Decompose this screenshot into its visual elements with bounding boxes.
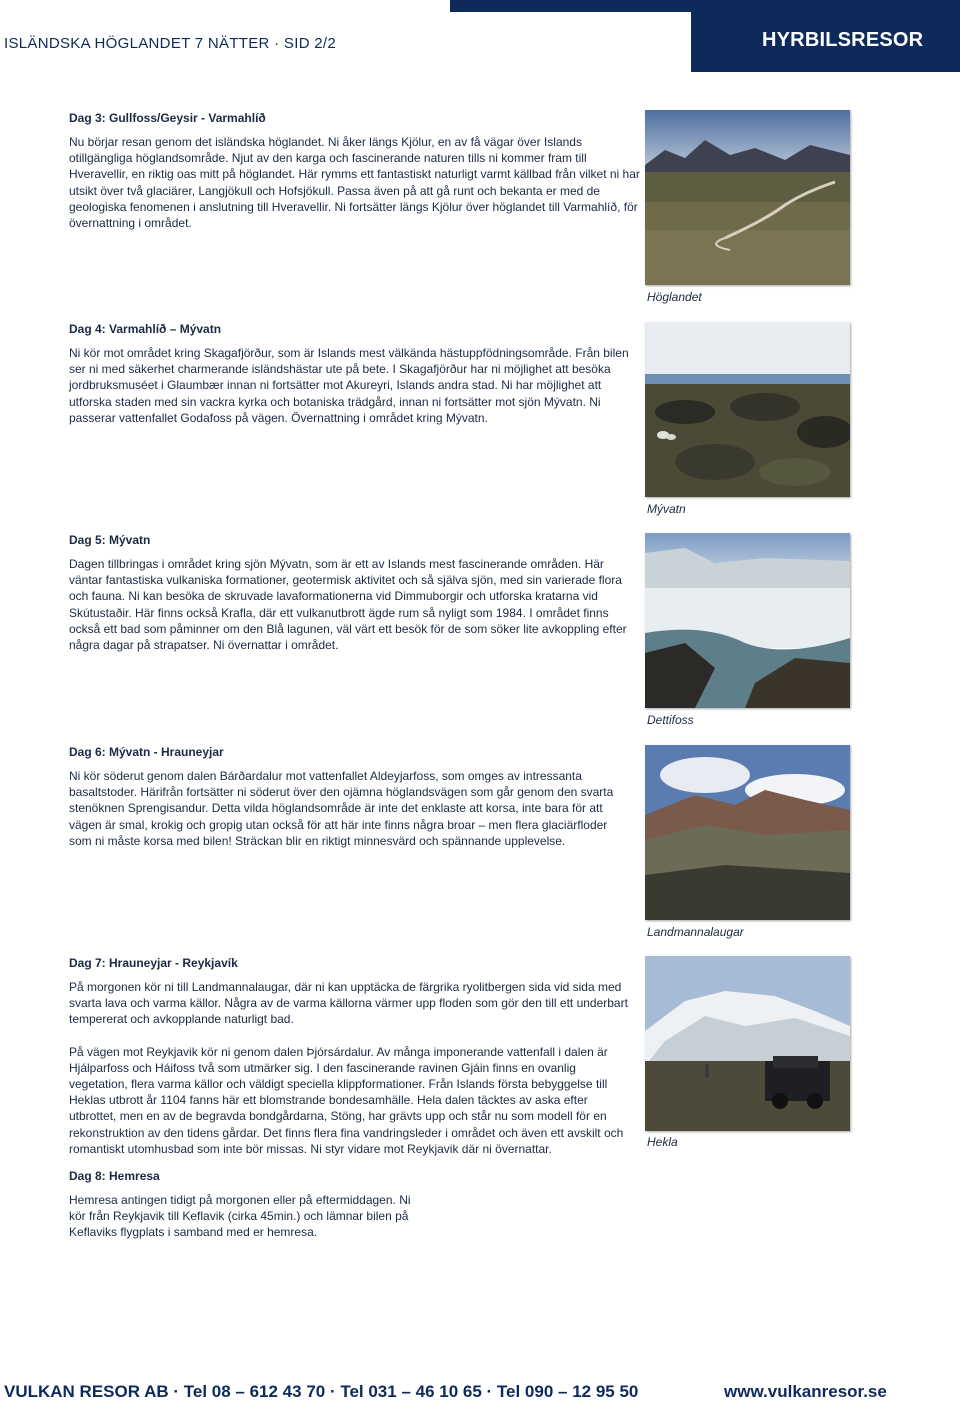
day-heading: Dag 7: Hrauneyjar - Reykjavík <box>69 956 238 970</box>
footer <box>4 1382 956 1402</box>
day-text: Dagen tillbringas i området kring sjön Mývatn, som är ett av Islands mest fascinerande områden. Här väntar fantastiska vulkaniska formationer, geotermisk aktivitet och så själva sjön, med sin varierade flora och fauna. Ni kan besöka de skruvade lavaformationerna vid Dimmuborgir och utforska kratarna vid Skútustaðir. Här finns också Krafla, där ett vulkanutbrott ägde rum så nyligt som 1984. I området finns också ett bad som påminner om den Blå lagunen, väl värt ett besök för de som söker lite avkoppling efter några dagar på strapatser. Ni övernattar i området. <box>69 557 627 653</box>
day-text: Nu börjar resan genom det isländska höglandet. Ni åker längs Kjölur, en av få vägar över Islands otillgängliga höglandsområde. Njut av den karga och fascinerande naturen tills ni kommer fram till Hveravellir, en riktig oas mitt på höglandet. Här rymms ett fantastiskt naturligt varmt källbad från vilket ni har utsikt över två glaciärer, Langjökull och Hofsjökull. Passa även på att gå runt och bekanta er med de geologiska fenomenen i anslutning till Hveravellir. Ni fortsätter längs Kjölur över höglandet till Varmahlíð, för övernattning i området. <box>69 135 640 231</box>
day-heading: Dag 3: Gullfoss/Geysir - Varmahlíð <box>69 111 266 125</box>
photo-caption: Höglandet <box>647 290 702 304</box>
day-section-6 <box>69 744 633 849</box>
day-heading: Dag 5: Mývatn <box>69 533 151 547</box>
day-section-7 <box>69 955 631 1157</box>
lava-field-photo <box>645 322 850 497</box>
day-text: På vägen mot Reykjavik kör ni genom dalen Þjórsárdalur. Av många imponerande vattenfall i dalen är Hjálparfoss och Háifoss två som utmärker sig. I den fascinerande ravinen Gjáin finns en ovanlig vegetation, flera varma källor och väldigt speciella klippformationer. Från Islands första bebyggelse till Heklas utbrott år 1104 fanns här ett blomstrande bondesamhälle. Hela dalen täcktes av aska efter utbrottet, men en av de begravda bondgårdarna, Stöng, har grävts upp och står nu som modell för en rekonstruktion av den tidens gårdar. Det finns flera fina vandringsleder i området och även ett avskilt och romantiskt utomhusbad som inte bör missas. Ni styr vidare mot Reykjavik där ni övernattar. <box>69 1044 624 1156</box>
footer-website-link[interactable]: www.vulkanresor.se <box>724 1382 887 1401</box>
brand-name: HYRBILSRESOR <box>762 29 924 51</box>
rhyolite-mountains-photo <box>645 745 850 920</box>
day-section-4 <box>69 321 639 426</box>
day-section-8 <box>69 1168 429 1241</box>
day-text: Ni kör mot området kring Skagafjörður, som är Islands mest välkända hästuppfödningsområde. Från bilen ser ni med säkerhet charmerande isländshästar ute på bete. I Skagafjörður har ni möjlighet att besöka jordbruksmuséet i Glaumbær innan ni fortsätter mot Akureyri, Islands andra stad. Ni har möjlighet att utforska staden med sin vackra kyrka och botaniska trädgård, innan ni fortsätter mot sjön Mývatn. Ni passerar vattenfallet Godafoss på vägen. Övernattning i området kring Mývatn. <box>69 346 629 425</box>
snowy-volcano-photo <box>645 956 850 1131</box>
day-text: Ni kör söderut genom dalen Bárðardalur mot vattenfallet Aldeyjarfoss, som omges av intressanta basaltstoder. Härifrån fortsätter ni söderut över den ojämna höglandsvägen som går genom den svarta stenöknen Sprengisandur. Detta vilda höglandsområde är inte det enklaste att korsa, inte bara för att vägen är smal, krokig och gropig utan också för att här inte finns några broar – men flera glaciärfloder som ni måste korsa med bilen! Sträckan blir en riktigt minnesvärd och spännande upplevelse. <box>69 769 614 848</box>
day-section-3 <box>69 110 641 231</box>
photo-caption: Landmannalaugar <box>647 925 744 939</box>
day-section-5 <box>69 532 635 653</box>
page-title: ISLÄNDSKA HÖGLANDET 7 NÄTTER · SID 2/2 <box>4 35 337 52</box>
photo-caption: Mývatn <box>647 502 686 516</box>
photo-caption: Hekla <box>647 1135 678 1149</box>
highland-road-photo <box>645 110 850 285</box>
day-text: Hemresa antingen tidigt på morgonen eller på eftermiddagen. Ni kör från Reykjavik till Keflavik (cirka 45min.) och lämnar bilen på Keflaviks flygplats i samband med er hemresa. <box>69 1193 411 1240</box>
day-heading: Dag 4: Varmahlíð – Mývatn <box>69 322 222 336</box>
waterfall-photo <box>645 533 850 708</box>
day-heading: Dag 8: Hemresa <box>69 1169 160 1183</box>
footer-contact: VULKAN RESOR AB · Tel 08 – 612 43 70 · Tel 031 – 46 10 65 · Tel 090 – 12 95 50 <box>4 1382 639 1401</box>
day-text: På morgonen kör ni till Landmannalaugar, där ni kan upptäcka de färgrika ryolitbergen sida vid sida med svarta lava och varma källor. Några av de varma källorna värmer upp floden som gör den till ett underbart tempererat och avkopplande naturligt bad. <box>69 980 628 1027</box>
photo-caption: Dettifoss <box>647 713 694 727</box>
day-heading: Dag 6: Mývatn - Hrauneyjar <box>69 745 224 759</box>
